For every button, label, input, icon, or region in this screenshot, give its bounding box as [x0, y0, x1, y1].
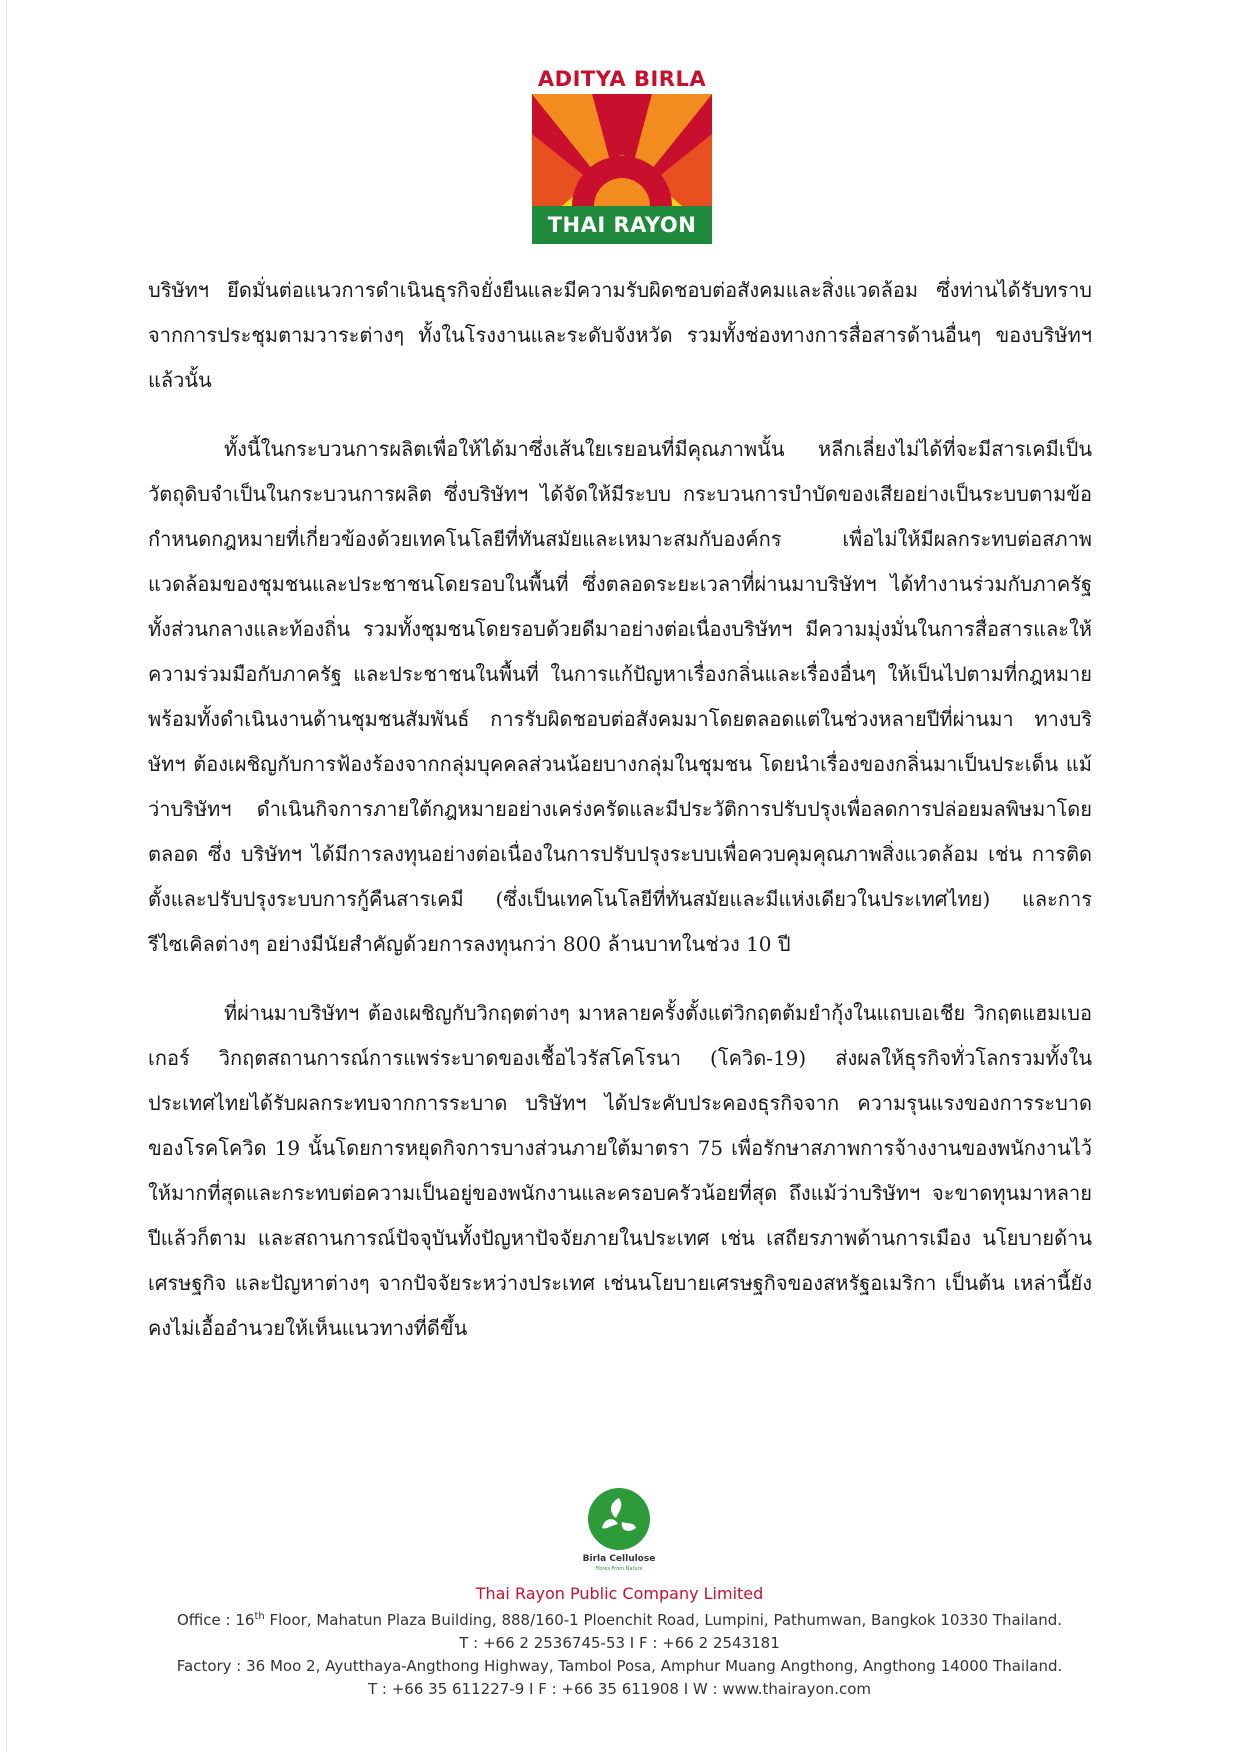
footer-office-phone: T : +66 2 2536745-53 I F : +66 2 2543181 — [459, 1634, 780, 1652]
aditya-birla-thai-rayon-logo — [532, 64, 712, 244]
birla-cellulose-logo — [584, 1488, 654, 1578]
office-ordinal: th — [254, 1611, 265, 1622]
footer-contact — [120, 1582, 1119, 1701]
footer-factory-phone: T : +66 35 611227-9 I F : +66 35 611908 I W : www.thairayon.com — [367, 1680, 871, 1698]
leaf-icon — [588, 1488, 650, 1550]
footer-office-address — [120, 1605, 1119, 1632]
footer-brand-tagline: Fibres From Nature — [595, 1566, 643, 1572]
paragraph-1: บริษัทฯ ยึดมั่นต่อแนวการดำเนินธุรกิจยั่งยืนและมีความรับผิดชอบต่อสังคมและสิ่งแวดล้อม ซึ่งท่านได้รับทราบจากการประชุมตามวาระต่างๆ ทั้งในโรงงานและระดับจังหวัด รวมทั้งช่องทางการสื่อสารด้านอื่นๆ ของบริษัทฯ แล้วนั้น — [148, 278, 1092, 392]
paragraph-2: ทั้งนี้ในกระบวนการผลิตเพื่อให้ได้มาซึ่งเส้นใยเรยอนที่มีคุณภาพนั้น หลีกเลี่ยงไม่ได้ที่จะมีสารเคมีเป็นวัตถุดิบจำเป็นในกระบวนการผลิต ซึ่งบริษัทฯ ได้จัดให้มีระบบ กระบวนการบำบัดของเสียอย่างเป็นระบบตามข้อกำหนดกฎหมายที่เกี่ยวข้องด้วยเทคโนโลยีที่ทันสมัยและเหมาะสมกับองค์กร เพื่อไม่ให้มีผลกระทบต่อสภาพแวดล้อมของชุมชนและประชาชนโดยรอบในพื้นที่ ซึ่งตลอดระยะเวลาที่ผ่านมาบริษัทฯ ได้ทำงานร่วมกับภาครัฐทั้งส่วนกลางและท้องถิ่น รวมทั้งชุมชนโดยรอบด้วยดีมาอย่างต่อเนื่องบริษัทฯ มีความมุ่งมั่นในการสื่อสารและให้ความร่วมมือกับภาครัฐ และประชาชนในพื้นที่ ในการแก้ปัญหาเรื่องกลิ่นและเรื่องอื่นๆ ให้เป็นไปตามที่กฎหมายพร้อมทั้งดำเนินงานด้านชุมชนสัมพันธ์ การรับผิดชอบต่อสังคมมาโดยตลอดแต่ในช่วงหลายปีที่ผ่านมา ทางบริษัทฯ ต้องเผชิญกับการฟ้องร้องจากกลุ่มบุคคลส่วนน้อยบางกลุ่มในชุมชน โดยนำเรื่องของกลิ่นมาเป็นประเด็น แม้ว่าบริษัทฯ ดำเนินกิจการภายใต้กฎหมายอย่างเคร่งครัดและมีประวัติการปรับปรุงเพื่อลดการปล่อยมลพิษมาโดยตลอด ซึ่ง บริษัทฯ ได้มีการลงทุนอย่างต่อเนื่องในการปรับปรุงระบบเพื่อควบคุมคุณภาพสิ่งแวดล้อม เช่น การติดตั้งและปรับปรุงระบบการกู้คืนสารเคมี (ซึ่งเป็นเทคโนโลยีที่ทันสมัยและมีแห่งเดียวในประเทศไทย) และการรีไซเคิลต่างๆ อย่างมีนัยสำคัญด้วยการลงทุนกว่า 800 ล้านบาทในช่วง 10 ปี — [148, 437, 1092, 956]
logo-top-text: ADITYA BIRLA — [537, 67, 707, 91]
logo-band-text: THAI RAYON — [532, 206, 712, 244]
paragraph-3: ที่ผ่านมาบริษัทฯ ต้องเผชิญกับวิกฤตต่างๆ มาหลายครั้งตั้งแต่วิกฤตต้มยำกุ้งในแถบเอเชีย วิกฤตแฮมเบอเกอร์ วิกฤตสถานการณ์การแพร่ระบาดของเชื้อไวรัสโคโรนา (โควิด-19) ส่งผลให้ธุรกิจทั่วโลกรวมทั้งในประเทศไทยได้รับผลกระทบจากการระบาด บริษัทฯ ได้ประคับประคองธุรกิจจาก ความรุนแรงของการระบาดของโรคโควิด 19 นั้นโดยการหยุดกิจการบางส่วนภายใต้มาตรา 75 เพื่อรักษาสภาพการจ้างงานของพนักงานไว้ให้มากที่สุดและกระทบต่อความเป็นอยู่ของพนักงานและครอบครัวน้อยที่สุด ถึงแม้ว่าบริษัทฯ จะขาดทุนมาหลายปีแล้วก็ตาม และสถานการณ์ปัจจุบันทั้งปัญหาปัจจัยภายในประเทศ เช่น เสถียรภาพด้านการเมือง นโยบายด้านเศรษฐกิจ และปัญหาต่างๆ จากปัจจัยระหว่างประเทศ เช่นนโยบายเศรษฐกิจของสหรัฐอเมริกา เป็นต้น เหล่านี้ยังคงไม่เอื้ออำนวยให้เห็นแนวทางที่ดีขึ้น — [148, 1001, 1092, 1340]
office-prefix: Office : 16 — [176, 1611, 255, 1629]
letter-body — [148, 268, 1092, 1375]
page-edge — [6, 0, 7, 1752]
office-rest: Floor, Mahatun Plaza Building, 888/160-1 Ploenchit Road, Lumpini, Pathumwan, Bangkok 10330 Thailand. — [264, 1611, 1063, 1629]
footer-factory-address: Factory : 36 Moo 2, Ayutthaya-Angthong Highway, Tambol Posa, Amphur Muang Angthong, Angthong 14000 Thailand. — [176, 1657, 1063, 1675]
footer-company-name: Thai Rayon Public Company Limited — [475, 1584, 764, 1603]
sunburst-icon — [532, 94, 712, 206]
footer-brand-name: Birla Cellulose — [582, 1554, 656, 1564]
